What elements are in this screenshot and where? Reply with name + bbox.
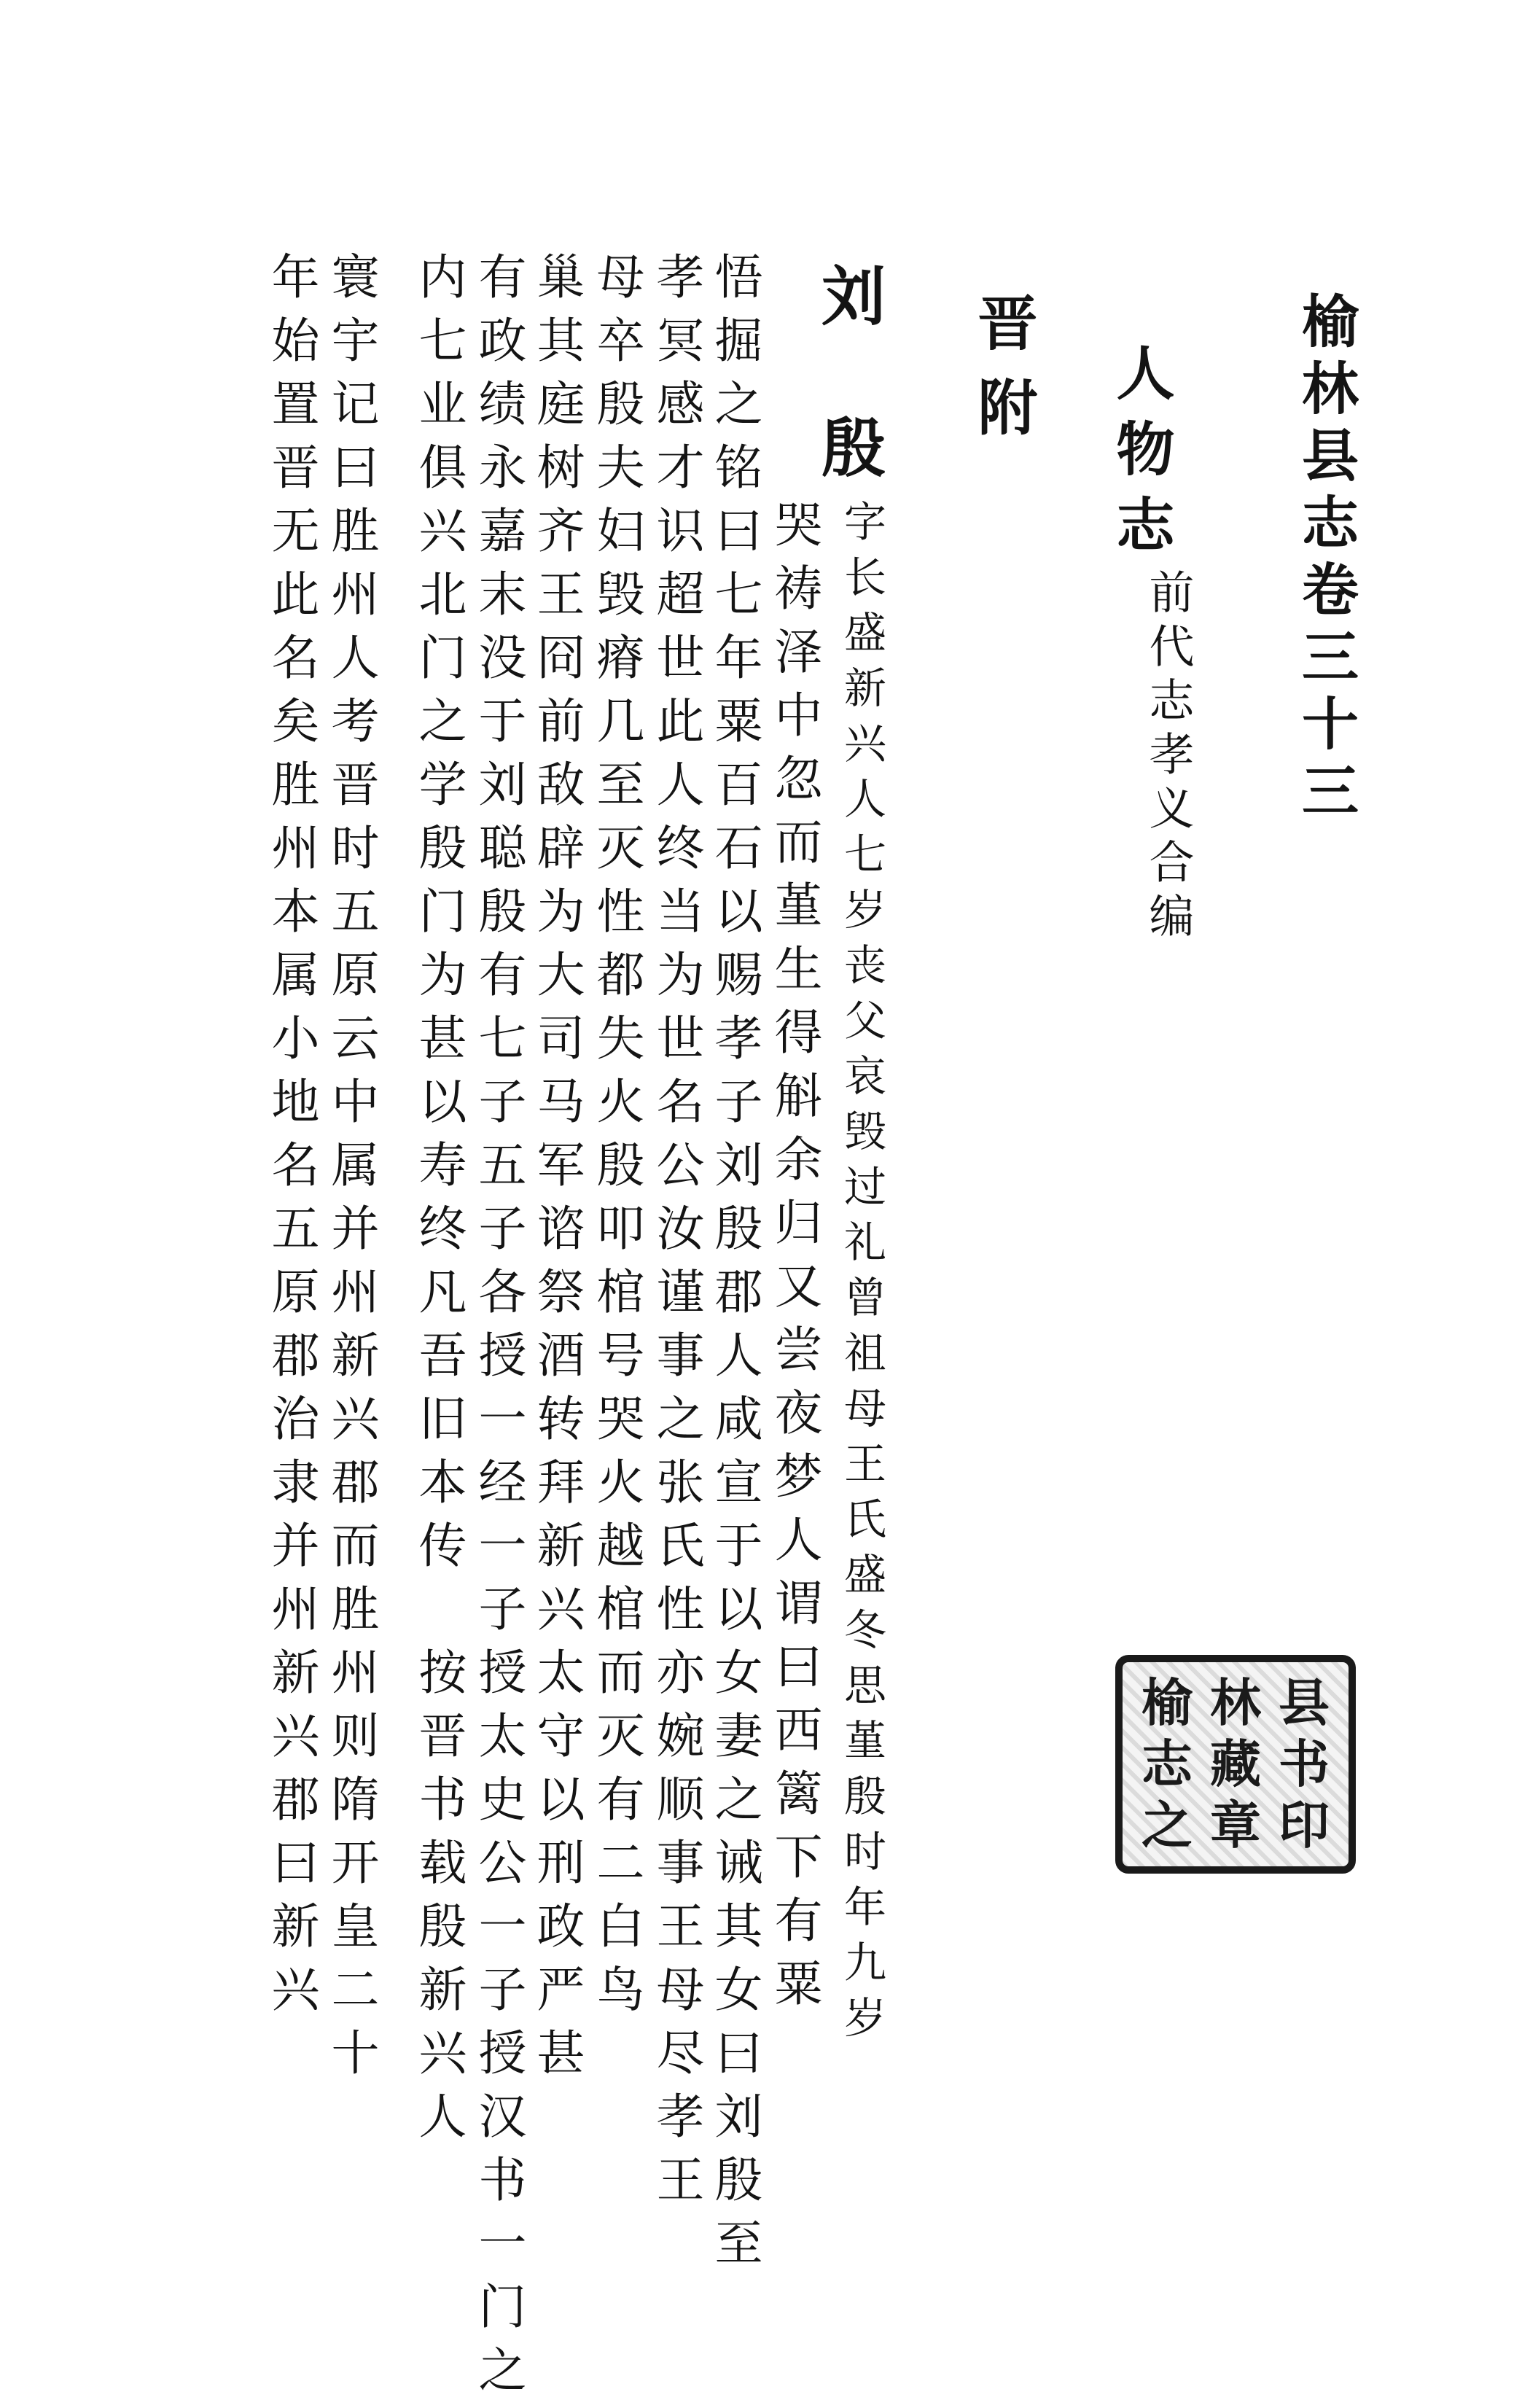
- seal-stamp: [1115, 1655, 1356, 1874]
- seal-character: 书: [1279, 1734, 1330, 1794]
- seal-character: 印: [1279, 1795, 1330, 1855]
- text-column-8: 寰宇记曰胜州人考晋时五原云中属并州新兴郡而胜州则隋开皇二十: [323, 252, 379, 2091]
- volume-title: 榆林县志卷三十三: [1292, 292, 1359, 828]
- text-column-1: 哭祷泽中忽而堇生得斛余归又尝夜梦人谓曰西篱下有粟: [766, 499, 822, 2022]
- seal-character: 县: [1279, 1672, 1330, 1733]
- text-column-3: 孝冥感才识超世此人终当为世名公汝谨事之张氏性亦婉顺事王母尽孝王: [648, 252, 704, 2218]
- seal-character: 林: [1210, 1672, 1261, 1733]
- section-heading: 人物志: [1107, 343, 1175, 570]
- seal-character: 之: [1142, 1795, 1193, 1855]
- dynasty-heading: 晋附: [968, 292, 1038, 461]
- seal-character: 志: [1142, 1734, 1193, 1794]
- text-column-4: 母卒殷夫妇毁瘠几至灭性都失火殷叩棺号哭火越棺而灭有二白鸟: [588, 252, 644, 2027]
- seal-character: 章: [1210, 1795, 1261, 1855]
- seal-character: 榆: [1142, 1672, 1193, 1733]
- seal-character: 藏: [1210, 1734, 1261, 1794]
- text-column-2: 悟掘之铭曰七年粟百石以赐孝子刘殷郡人咸宣于以女妻之诫其女曰刘殷至: [706, 252, 762, 2281]
- text-column-7: 内七业俱兴北门之学殷门为甚以寿终凡吾旧本传 按晋书载殷新兴人: [410, 252, 467, 2154]
- section-subtitle: 前代志孝义合编: [1142, 569, 1195, 946]
- text-column-5: 巢其庭树齐王冏前敌辟为大司马军谘祭酒转拜新兴太守以刑政严甚: [528, 252, 585, 2091]
- text-column-9: 年始置晋无此名矣胜州本属小地名五原郡治隶并州新兴郡曰新兴: [263, 252, 319, 2027]
- person-note: 字长盛新兴人七岁丧父哀毁过礼曾祖母王氏盛冬思堇殷时年九岁: [837, 499, 886, 2051]
- text-column-6: 有政绩永嘉末没于刘聪殷有七子五子各授一经一子授太史公一子授汉书一门之: [470, 252, 526, 2408]
- person-name: 刘殷: [811, 262, 887, 566]
